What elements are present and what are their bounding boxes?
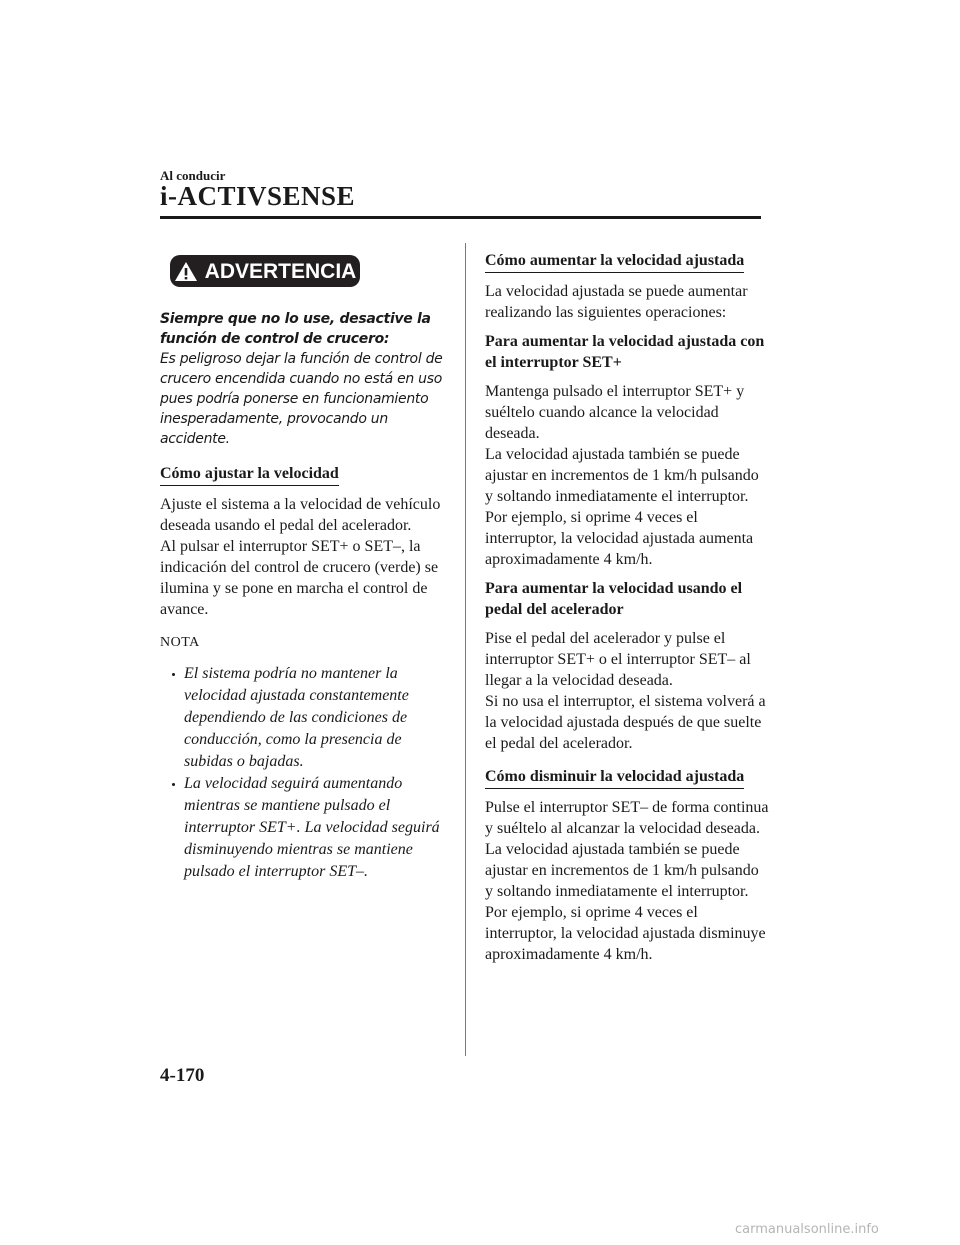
paragraph: Mantenga pulsado el interruptor SET+ y suéltelo cuando alcance la velocidad deseada. (485, 383, 745, 442)
heading-increase-speed: Cómo aumentar la velocidad ajustada (485, 250, 744, 273)
right-column (485, 250, 770, 965)
header-rule (160, 216, 761, 219)
warning-banner-label: ADVERTENCIA (204, 259, 357, 283)
warning-lead: Siempre que no lo use, desactive la función de control de crucero: (160, 311, 431, 347)
paragraph: Por ejemplo, si oprime 4 veces el interruptor, la velocidad ajustada disminuye aproximadamente 4 km/h. (485, 904, 766, 963)
paragraph: La velocidad ajustada se puede aumentar realizando las siguientes operaciones: (485, 283, 748, 321)
paragraph: La velocidad ajustada también se puede ajustar en incrementos de 1 km/h pulsando y soltando inmediatamente el interruptor. (485, 446, 759, 505)
column-divider (465, 243, 466, 1056)
watermark: carmanualsonline.info (735, 1222, 879, 1237)
nota-label: NOTA (160, 635, 200, 650)
subheading-accelerator: Para aumentar la velocidad usando el pedal del acelerador (485, 580, 743, 618)
warning-banner (170, 255, 360, 287)
nota-item: La velocidad seguirá aumentando mientras se mantiene pulsado el interruptor SET+. La velocidad seguirá disminuyendo mientras se mantiene pulsado el interruptor SET–. (160, 773, 446, 883)
warning-body: Es peligroso dejar la función de control de crucero encendida cuando no está en uso pues podría ponerse en funcionamiento inesperadamente, provocando un accidente. (160, 351, 443, 447)
paragraph: Si no usa el interruptor, el sistema volverá a la velocidad ajustada después de que suelte el pedal del acelerador. (485, 693, 766, 752)
paragraph: Al pulsar el interruptor SET+ o SET–, la indicación del control de crucero (verde) se ilumina y se pone en marcha el control de avance. (160, 538, 439, 618)
warning-triangle-icon (174, 261, 198, 282)
heading-decrease-speed: Cómo disminuir la velocidad ajustada (485, 766, 744, 789)
paragraph: Pise el pedal del acelerador y pulse el interruptor SET+ o el interruptor SET– al llegar a la velocidad deseada. (485, 630, 751, 689)
paragraph: Ajuste el sistema a la velocidad de vehículo deseada usando el pedal del acelerador. (160, 496, 441, 534)
section-label: Al conducir (160, 168, 226, 183)
left-column (160, 250, 446, 883)
section-title: i-ACTIVSENSE (160, 181, 356, 211)
subheading-set-plus: Para aumentar la velocidad ajustada con el interruptor SET+ (485, 333, 765, 371)
paragraph: La velocidad ajustada también se puede ajustar en incrementos de 1 km/h pulsando y soltando inmediatamente el interruptor. (485, 841, 759, 900)
paragraph: Pulse el interruptor SET– de forma continua y suéltelo al alcanzar la velocidad deseada. (485, 799, 769, 837)
nota-list (160, 663, 446, 883)
heading-set-speed: Cómo ajustar la velocidad (160, 463, 339, 486)
page-number: 4-170 (160, 1065, 205, 1086)
nota-item: El sistema podría no mantener la velocidad ajustada constantemente dependiendo de las condiciones de conducción, como la presencia de subidas o bajadas. (160, 663, 446, 773)
warning-text (160, 309, 446, 449)
paragraph: Por ejemplo, si oprime 4 veces el interruptor, la velocidad ajustada aumenta aproximadamente 4 km/h. (485, 509, 754, 568)
